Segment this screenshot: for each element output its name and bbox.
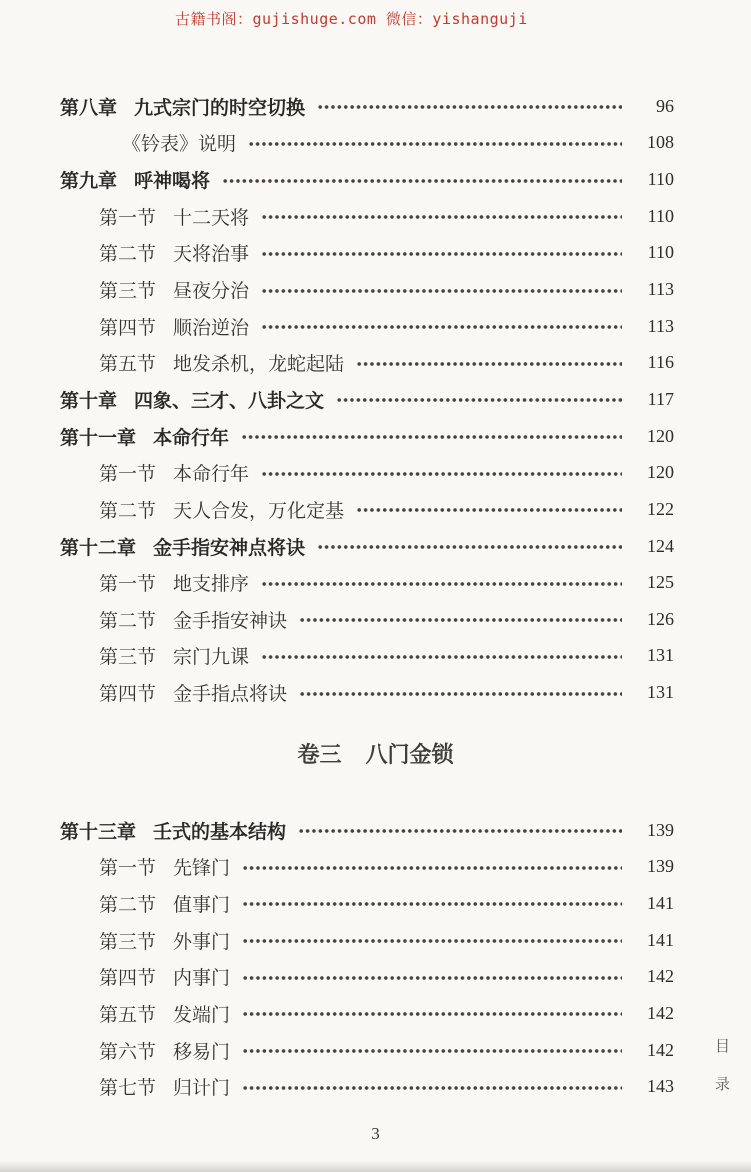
toc-entry-title: 本命行年: [173, 464, 250, 486]
toc-entry-page: 113: [647, 315, 674, 336]
dot-leader: [261, 213, 622, 221]
toc-entry-title: 昼夜分治: [173, 281, 250, 303]
toc-entry: [0, 418, 751, 455]
dot-leader: [242, 864, 622, 872]
dot-leader: [248, 140, 622, 148]
dot-leader: [242, 974, 622, 982]
toc-entry-label: 第十章: [60, 390, 118, 412]
toc-entry-page: 110: [647, 169, 674, 190]
toc-entry-label: 第四节: [99, 317, 157, 339]
toc-entry-page: 122: [647, 498, 674, 519]
toc-entry-label: 第二节: [99, 894, 157, 916]
toc-entry-page: 116: [647, 352, 674, 373]
toc-entry-page: 142: [647, 1002, 674, 1023]
dot-leader: [261, 323, 622, 331]
toc-entry-label: 第五节: [99, 354, 157, 376]
part-heading-label: 卷三: [297, 742, 342, 768]
toc-entry: [0, 564, 751, 601]
toc-entry-page: 139: [647, 856, 674, 877]
toc-entry-title: 天将治事: [173, 244, 250, 266]
dot-leader: [242, 1010, 622, 1018]
toc-entry: [0, 922, 751, 959]
toc-entry: [0, 1032, 751, 1069]
toc-entry-title: 九式宗门的时空切换: [134, 97, 306, 119]
dot-leader: [261, 470, 622, 478]
scan-shadow: [0, 1160, 751, 1172]
part-heading-title: 八门金锁: [365, 742, 454, 768]
toc-entry: [0, 995, 751, 1032]
dot-leader: [222, 177, 622, 185]
toc-entry-label: 第一节: [99, 207, 157, 229]
toc-entry: [0, 198, 751, 235]
dot-leader: [356, 506, 622, 514]
dot-leader: [261, 287, 622, 295]
dot-leader: [242, 1047, 622, 1055]
dot-leader: [242, 937, 622, 945]
toc-entry-label: 第五节: [99, 1004, 157, 1026]
toc-entry-title: 外事门: [173, 931, 231, 953]
dot-leader: [242, 1084, 622, 1092]
toc-entry: [0, 638, 751, 675]
toc-entry-label: 第六节: [99, 1041, 157, 1063]
toc-entry-title: 归计门: [173, 1078, 231, 1100]
toc-entry-label: 第十三章: [60, 821, 137, 843]
toc-entry: [0, 528, 751, 565]
toc-entry-title: 地发杀机，龙蛇起陆: [173, 354, 345, 376]
dot-leader: [241, 433, 622, 441]
toc-entry-title: 金手指点将诀: [173, 684, 288, 706]
toc-entry-label: 第二节: [99, 610, 157, 632]
toc-entry-title: 先锋门: [173, 858, 231, 880]
toc-entry-label: 第七节: [99, 1078, 157, 1100]
toc-entry-label: 第三节: [99, 281, 157, 303]
toc-entry-title: 《钤表》说明: [122, 134, 237, 156]
toc-entry-title: 金手指安神点将诀: [153, 537, 306, 559]
dot-leader: [261, 250, 622, 258]
toc-entry-page: 131: [647, 645, 674, 666]
dot-leader: [261, 580, 622, 588]
margin-label: 目录: [713, 1038, 729, 1114]
watermark-header: 古籍书阁：gujishuge.com 微信：yishanguji: [175, 10, 528, 28]
toc-entry: [0, 601, 751, 638]
toc-entry-label: 第一节: [99, 574, 157, 596]
toc-entry-page: 139: [647, 819, 674, 840]
toc-entry-page: 96: [656, 95, 674, 116]
toc-entry-title: 金手指安神诀: [173, 610, 288, 632]
toc-entry: [0, 381, 751, 418]
toc-entry: [0, 958, 751, 995]
toc-entry-label: 第三节: [99, 931, 157, 953]
toc-entry-label: 第八章: [60, 97, 118, 119]
toc-entry-title: 宗门九课: [173, 647, 250, 669]
dot-leader: [317, 543, 622, 551]
toc-entry-label: 第二节: [99, 244, 157, 266]
dot-leader: [261, 653, 622, 661]
toc-entry: [0, 885, 751, 922]
toc-entry-title: 值事门: [173, 894, 231, 916]
toc-entry-label: 第十一章: [60, 427, 137, 449]
toc-entry: [0, 344, 751, 381]
toc-entry-label: 第四节: [99, 968, 157, 990]
toc-entry-title: 顺治逆治: [173, 317, 250, 339]
toc-list: [0, 88, 751, 1105]
toc-entry-page: 108: [647, 132, 674, 153]
toc-entry: [0, 235, 751, 272]
toc-entry: [0, 125, 751, 162]
page-number: 3: [371, 1124, 380, 1143]
toc-entry: [0, 88, 751, 125]
toc-entry-title: 地支排序: [173, 574, 250, 596]
toc-entry-page: 125: [647, 572, 674, 593]
toc-entry: [0, 849, 751, 886]
toc-entry-title: 移易门: [173, 1041, 231, 1063]
dot-leader: [242, 900, 622, 908]
toc-entry-page: 120: [647, 462, 674, 483]
toc-entry-page: 120: [647, 425, 674, 446]
toc-entry-page: 124: [647, 535, 674, 556]
toc-entry-label: 第二节: [99, 500, 157, 522]
toc-entry: [0, 308, 751, 345]
toc-entry-label: 第九章: [60, 171, 118, 193]
toc-entry-title: 四象、三才、八卦之文: [134, 390, 325, 412]
part-heading: [0, 737, 751, 771]
toc-entry-page: 113: [647, 279, 674, 300]
toc-entry-page: 141: [647, 929, 674, 950]
toc-entry-page: 131: [647, 682, 674, 703]
toc-entry: [0, 1068, 751, 1105]
toc-entry-page: 126: [647, 608, 674, 629]
dot-leader: [356, 360, 622, 368]
toc-entry: [0, 812, 751, 849]
toc-entry-page: 142: [647, 966, 674, 987]
toc-entry: [0, 271, 751, 308]
toc-entry: [0, 161, 751, 198]
toc-entry-title: 发端门: [173, 1004, 231, 1026]
toc-entry-page: 142: [647, 1039, 674, 1060]
toc-entry-title: 呼神喝将: [134, 171, 211, 193]
dot-leader: [336, 396, 622, 404]
toc-entry-page: 141: [647, 892, 674, 913]
toc-entry: [0, 454, 751, 491]
toc-entry-label: 第一节: [99, 858, 157, 880]
toc-entry-label: 第三节: [99, 647, 157, 669]
toc-entry-title: 本命行年: [153, 427, 230, 449]
toc-entry-page: 110: [647, 205, 674, 226]
toc-entry-title: 十二天将: [173, 207, 250, 229]
toc-entry-title: 壬式的基本结构: [153, 821, 287, 843]
toc-entry-page: 143: [647, 1076, 674, 1097]
toc-entry-page: 117: [647, 388, 674, 409]
toc-entry-label: 第十二章: [60, 537, 137, 559]
toc-entry-label: 第四节: [99, 684, 157, 706]
dot-leader: [317, 103, 622, 111]
toc-entry: [0, 491, 751, 528]
dot-leader: [299, 690, 622, 698]
toc-entry: [0, 674, 751, 711]
toc-entry-page: 110: [647, 242, 674, 263]
dot-leader: [299, 616, 622, 624]
toc-entry-label: 第一节: [99, 464, 157, 486]
dot-leader: [298, 827, 622, 835]
toc-entry-title: 天人合发，万化定基: [173, 500, 345, 522]
toc-entry-title: 内事门: [173, 968, 231, 990]
